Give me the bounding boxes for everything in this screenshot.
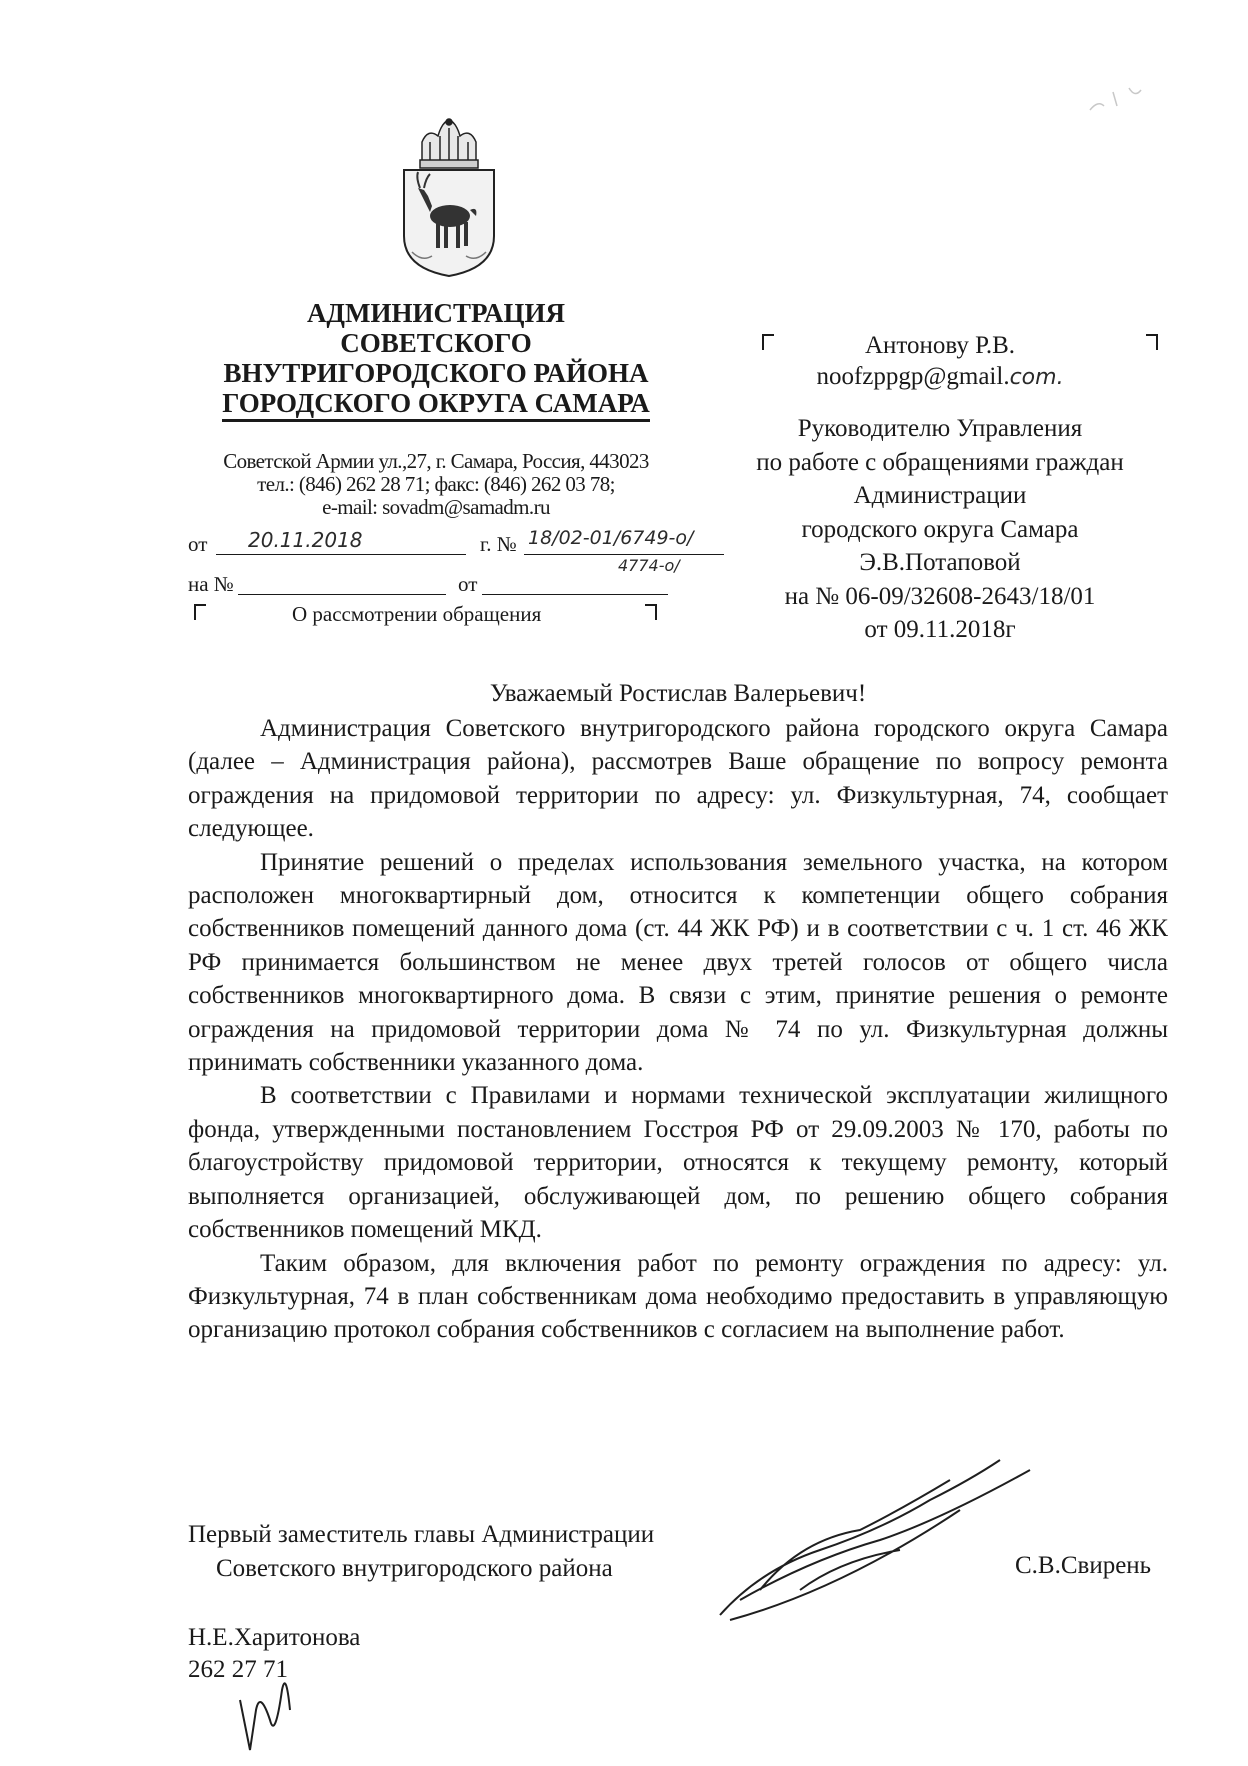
samara-coat-of-arms-emblem [398, 118, 500, 278]
recipient-name: Антонову Р.В. [864, 332, 1016, 359]
executor-initials-scribble [220, 1660, 330, 1760]
body-paragraph: В соответствии с Правилами и нормами технической эксплуатации жилищного фонда, утвержденными постановлением Госстроя РФ от 29.09.2003 № 170, работы по благоустройству придомовой территории, относятся к текущему ремонту, который выполняется организацией, обслуживающей дом, по решению общего собрания собственников помещений МКД. [188, 1082, 1168, 1244]
address-line: тел.: (846) 262 28 71; факс: (846) 262 03 78; [257, 472, 615, 496]
signatory-position [188, 1518, 654, 1586]
signatory-position-line: Первый заместитель главы Администрации [188, 1521, 655, 1548]
recipient-line: городского округа Самара [801, 515, 1079, 543]
body-paragraph: Таким образом, для включения работ по ремонту ограждения по адресу: ул. Физкультурная, 74 в план собственникам дома необходимо предоставить в управляющую организацию протокол собрания собственников с согласием на выполнение работ. [188, 1249, 1168, 1344]
recipient-line: Руководителю Управления [797, 415, 1083, 442]
address-line: e-mail: sovadm@samadm.ru [322, 495, 550, 519]
org-name-line: АДМИНИСТРАЦИЯ [306, 298, 566, 328]
faint-pencil-mark [1085, 80, 1155, 120]
reply-from-line [482, 572, 668, 595]
reply-to-line [238, 572, 446, 595]
reg-date-handwritten: 20.11.2018 [248, 528, 363, 552]
handwritten-signature [700, 1440, 1060, 1640]
signatory-name: С.В.Свирень [1015, 1552, 1152, 1579]
recipient-block [730, 412, 1150, 647]
executor-name: Н.Е.Харитонова [188, 1624, 361, 1651]
recipient-email-printed: noofzppgp@gmail. [816, 363, 1010, 390]
org-name-line: ГОРОДСКОГО ОКРУГА САМАРА [222, 388, 650, 422]
organization-address [186, 450, 686, 519]
reply-from-label: от [458, 572, 478, 596]
letter-subject: О рассмотрении обращения [292, 602, 542, 626]
recipient-line: Администрации [853, 482, 1027, 509]
salutation: Уважаемый Ростислав Валерьевич! [489, 680, 867, 707]
letter-body [188, 712, 1168, 1347]
body-paragraph: Принятие решений о пределах использования земельного участка, на котором расположен многоквартирный дом, относится к компетенции общего собрания собственников помещений данного дома (ст. 44 ЖК РФ) и в соответствии с ч. 1 ст. 46 ЖК РФ принимается большинством не менее двух третей голосов от общего числа собственников многоквартирного дома. В связи с этим, принятие решения о ремонте ограждения на придомовой территории дома № 74 по ул. Физкультурная должны принимать собственники указанного дома. [188, 848, 1168, 1077]
body-paragraph: Администрация Советского внутригородского района городского округа Самара (далее – Администрация района), рассмотрев Ваше обращение по вопросу ремонта ограждения на придомовой территории по адресу: ул. Физкультурная, 74, сообщает следующее. [188, 715, 1168, 843]
executor-phone: 262 27 71 [188, 1656, 288, 1683]
reply-to-row [188, 572, 728, 602]
signatory-position-line: Советского внутригородского района [216, 1555, 613, 1582]
subject-bracket-right [645, 604, 657, 620]
org-name-line: СОВЕТСКОГО [340, 328, 532, 358]
subject-bracket-left [194, 604, 206, 620]
reg-no-handwritten: 18/02-01/6749-о/ [528, 527, 694, 549]
reply-to-label: на № [188, 572, 234, 596]
registration-row [188, 527, 728, 575]
recipient-line: от 09.11.2018г [864, 616, 1016, 643]
organization-name [186, 298, 686, 422]
reg-from-label: от [188, 532, 208, 556]
recipient-line: на № 06-09/32608-2643/18/01 [784, 582, 1096, 610]
org-name-line: ВНУТРИГОРОДСКОГО РАЙОНА [223, 358, 649, 388]
recipient-line: Э.В.Потаповой [859, 549, 1021, 576]
reg-no-label: г. № [480, 532, 517, 556]
recipient-email [730, 361, 1150, 393]
recipient-email-handwritten: com. [1009, 365, 1064, 390]
reg-no-extra-handwritten: 4774-о/ [618, 556, 680, 575]
recipient-header [730, 330, 1150, 393]
recipient-line: по работе с обращениями граждан [756, 448, 1124, 476]
address-line: Советской Армии ул.,27, г. Самара, Россия, 443023 [223, 449, 649, 473]
